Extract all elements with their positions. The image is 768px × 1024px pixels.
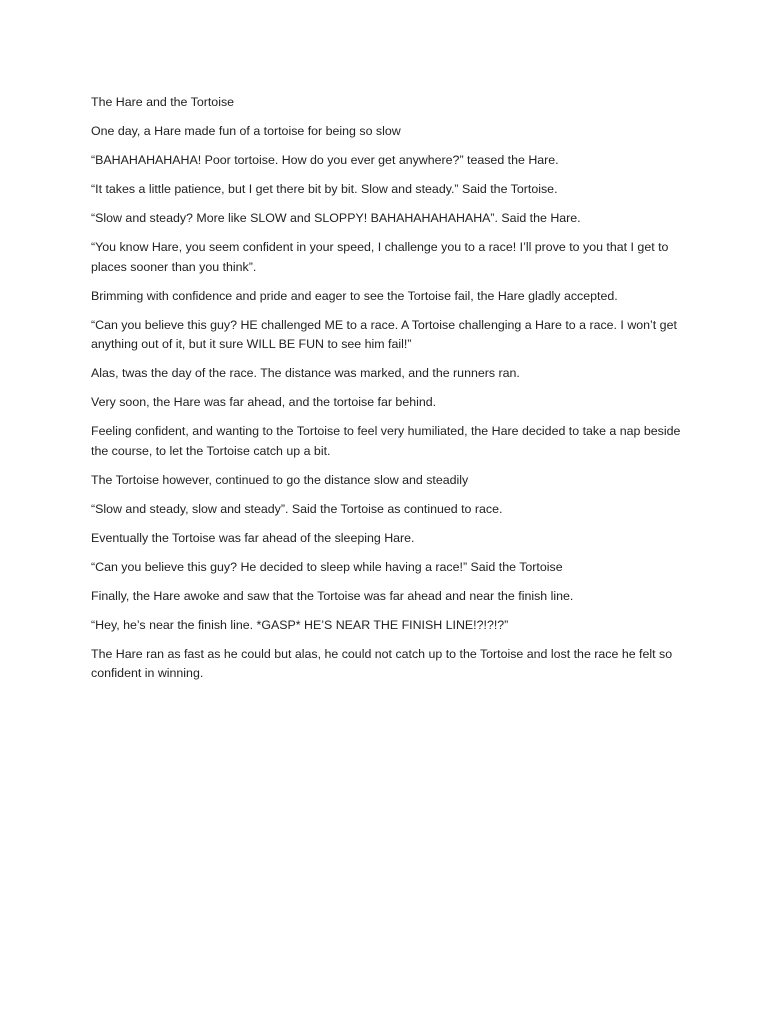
document-title: The Hare and the Tortoise [91,95,235,109]
paragraph: “Hey, he’s near the finish line. *GASP* HE’S NEAR THE FINISH LINE!?!?!?” [91,617,509,632]
paragraph: The Tortoise however, continued to go the distance slow and steadily [91,472,469,487]
paragraph: Feeling confident, and wanting to the Tortoise to feel very humiliated, the Hare decided to take a nap beside the course, to let the Tortoise catch up a bit. [91,424,681,458]
paragraph: One day, a Hare made fun of a tortoise for being so slow [91,124,401,138]
paragraph: Very soon, the Hare was far ahead, and the tortoise far behind. [91,395,437,409]
paragraph: “Can you believe this guy? HE challenged ME to a race. A Tortoise challenging a Hare to a race. I won’t get anything out of it, but it sure WILL BE FUN to see him fail!” [91,317,677,351]
paragraph: Brimming with confidence and pride and eager to see the Tortoise fail, the Hare gladly accepted. [91,288,618,303]
paragraph: “It takes a little patience, but I get there bit by bit. Slow and steady.” Said the Tortoise. [91,182,558,196]
paragraph: The Hare ran as fast as he could but alas, he could not catch up to the Tortoise and lost the race he felt so confident in winning. [91,646,673,680]
paragraph: Eventually the Tortoise was far ahead of the sleeping Hare. [91,530,415,545]
paragraph: “Slow and steady? More like SLOW and SLOPPY! BAHAHAHAHAHAHA”. Said the Hare. [91,211,581,225]
paragraph: “Slow and steady, slow and steady”. Said the Tortoise as continued to race. [91,501,503,516]
paragraph: “Can you believe this guy? He decided to sleep while having a race!” Said the Tortoise [91,559,563,574]
document-body [91,93,683,693]
paragraph: “BAHAHAHAHAHA! Poor tortoise. How do you ever get anywhere?” teased the Hare. [91,153,559,167]
paragraph: Finally, the Hare awoke and saw that the Tortoise was far ahead and near the finish line. [91,588,574,603]
paragraph: Alas, twas the day of the race. The distance was marked, and the runners ran. [91,366,520,380]
paragraph: “You know Hare, you seem confident in your speed, I challenge you to a race! I’ll prove to you that I get to places sooner than you think”. [91,240,669,274]
